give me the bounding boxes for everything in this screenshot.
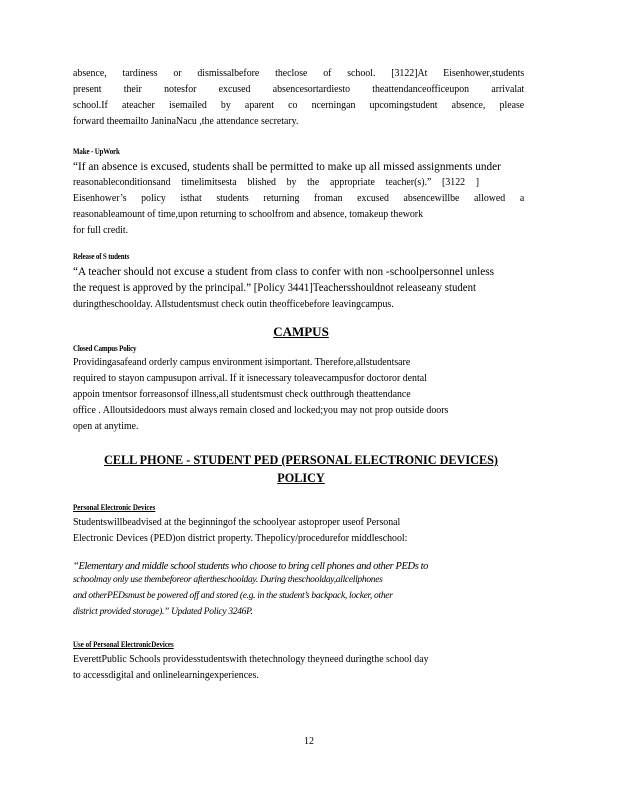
use-ped-heading: Use of Personal ElectronicDevices: [73, 639, 174, 649]
page-number: 12: [304, 736, 314, 747]
campus-title: CAMPUS: [273, 324, 329, 339]
policy-quote: [73, 561, 529, 620]
text-line: schoolmay only use thembeforeor aftertheschoolday. During theschoolday,allcellphones: [73, 575, 383, 585]
text-line: appoin tmentsor forreasonsof illness,all studentsmust check outthrough theattendance: [73, 389, 411, 400]
text-line: and otherPEDsmust be powered off and stored (e.g. in the student’s backpack, locker, other: [73, 591, 393, 601]
closed-campus-heading: Closed Campus Policy: [73, 343, 137, 353]
text-line: “Elementary and middle school students who choose to bring cell phones and other PEDs to: [73, 561, 429, 572]
text-line: reasonableamount of time,upon returning to schoolfrom and absence, tomakeup thework: [73, 209, 424, 220]
text-line: EverettPublic Schools providesstudentswith thetechnology theyneed duringthe school day: [73, 654, 429, 665]
text-line: absence, tardiness or dismissalbefore theclose of school. [3122]At Eisenhower,students: [73, 68, 525, 79]
text-line: Providingasafeand orderly campus environment isimportant. Therefore,allstudentsare: [73, 357, 411, 368]
text-line: reasonableconditionsand timelimitsesta blished by the appropriate teacher(s).” [3122 ]: [73, 177, 480, 188]
ped-paragraph: [73, 515, 529, 547]
text-line: required to stayon campusupon arrival. If it isnecessary toleavecampusfor doctoror dental: [73, 373, 427, 384]
ped-heading: Personal Electronic Devices: [73, 502, 156, 512]
release-paragraph: [73, 263, 529, 313]
text-line: open at anytime.: [73, 421, 139, 432]
text-line: “If an absence is excused, students shall be permitted to make up all missed assignments under: [73, 159, 501, 173]
campus-paragraph: [73, 355, 529, 435]
text-line: the request is approved by the principal.” [Policy 3441]Teachersshouldnot releaseany student: [73, 282, 476, 294]
attendance-paragraph: [73, 66, 562, 130]
cellphone-policy-title: CELL PHONE - STUDENT PED (PERSONAL ELECTRONIC DEVICES) POLICY: [104, 452, 498, 485]
text-line: school.If ateacher isemailed by aparent co ncerningan upcomingstudent absence, please: [73, 100, 525, 111]
makeup-heading: Make - UpWork: [73, 146, 120, 156]
release-heading: Release of S tudents: [73, 251, 130, 261]
text-line: Studentswillbeadvised at the beginningof the schoolyear astoproper useof Personal: [73, 517, 401, 528]
text-line: for full credit.: [73, 225, 129, 236]
use-ped-paragraph: [73, 652, 529, 684]
text-line: Electronic Devices (PED)on district property. Thepolicy/procedurefor middleschool:: [73, 533, 408, 544]
text-line: forward theemailto JaninaNacu ,the attendance secretary.: [73, 116, 299, 127]
makeup-paragraph: [73, 158, 529, 239]
text-line: “A teacher should not excuse a student from class to confer with non -schoolpersonnel unless: [73, 264, 495, 278]
text-line: district provided storage).” Updated Policy 3246P.: [73, 607, 253, 617]
text-line: Eisenhower’s policy isthat students returning froman excused absencewillbe allowed a: [73, 193, 525, 204]
page-content: [73, 66, 529, 684]
text-line: office . Alloutsidedoors must always remain closed and locked;you may not prop outside doors: [73, 405, 449, 416]
text-line: present their notesfor excused absencesortardiesto theattendanceofficeupon arrivalat: [73, 84, 525, 95]
text-line: to accessdigital and onlinelearningexperiences.: [73, 670, 259, 681]
text-line: duringtheschoolday. Allstudentsmust check outin theofficebefore leavingcampus.: [73, 299, 394, 310]
